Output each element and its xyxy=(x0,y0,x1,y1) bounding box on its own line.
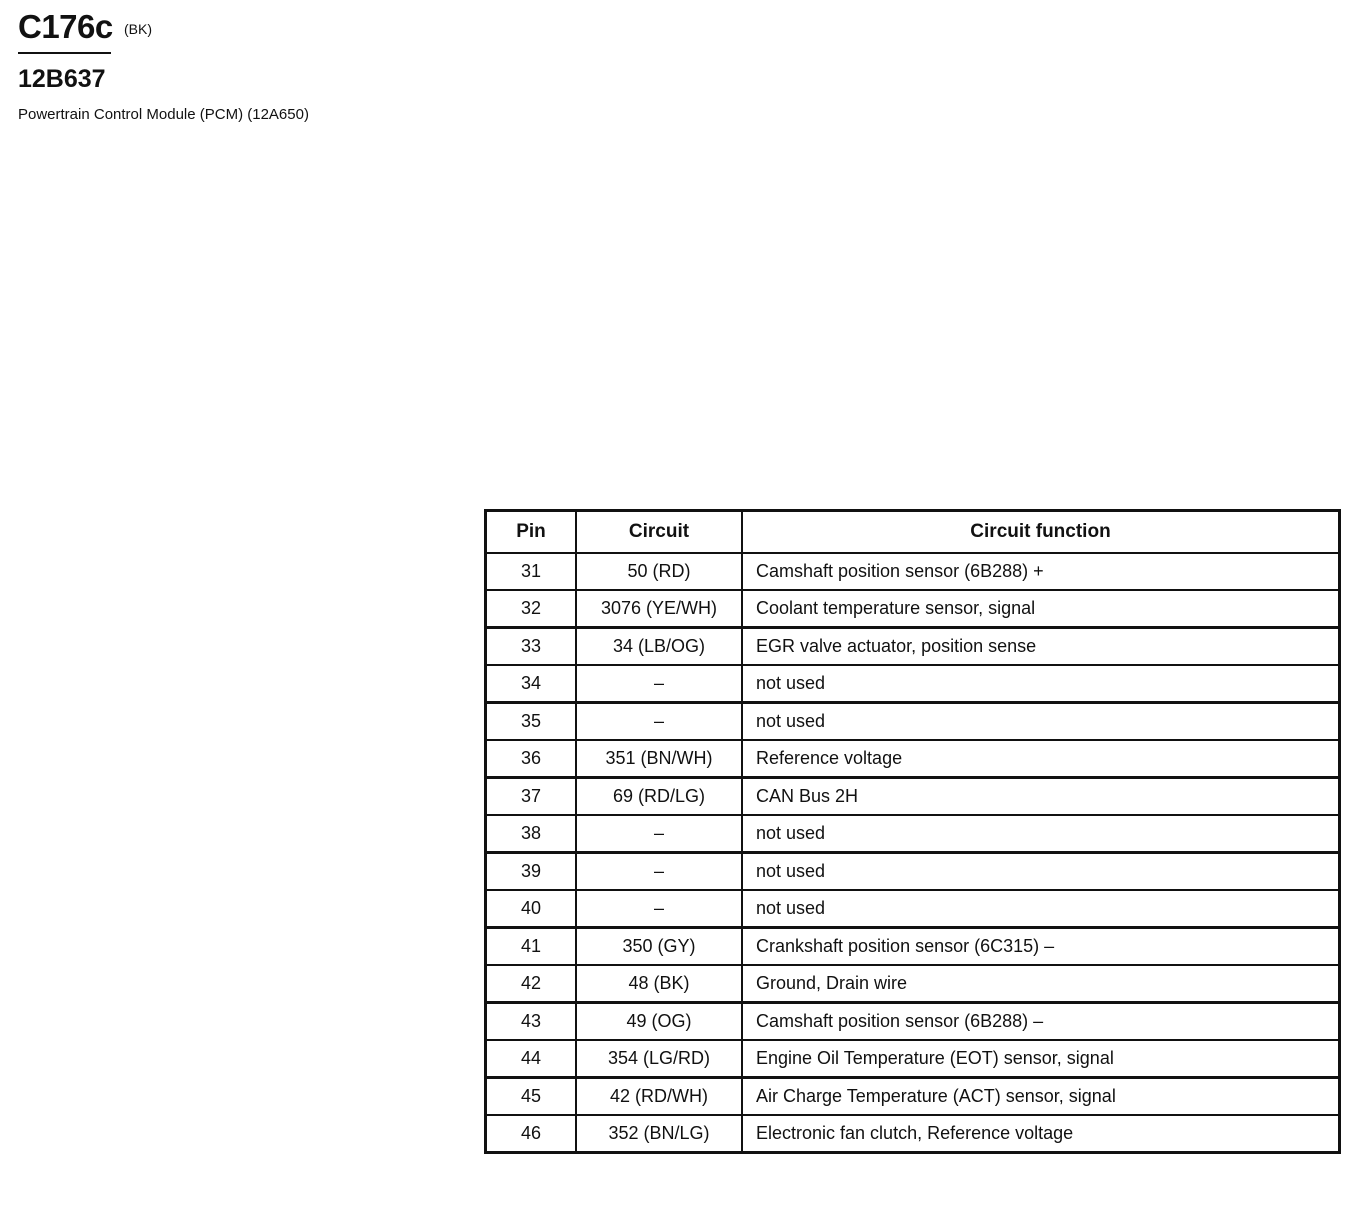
table-row xyxy=(486,590,1340,628)
circuit-cell: 354 (LG/RD) xyxy=(576,1040,742,1078)
function-cell: Coolant temperature sensor, signal xyxy=(742,590,1340,628)
table-row xyxy=(486,853,1340,891)
function-cell: Engine Oil Temperature (EOT) sensor, signal xyxy=(742,1040,1340,1078)
circuit-cell: – xyxy=(576,703,742,741)
scan-corner-mark xyxy=(1332,0,1348,4)
pin-cell: 33 xyxy=(486,628,577,666)
function-cell: CAN Bus 2H xyxy=(742,778,1340,816)
circuit-cell: 352 (BN/LG) xyxy=(576,1115,742,1153)
pin-cell: 32 xyxy=(486,590,577,628)
table-row xyxy=(486,778,1340,816)
circuit-cell: – xyxy=(576,890,742,928)
circuit-cell: – xyxy=(576,853,742,891)
connector-id xyxy=(18,8,152,54)
pin-cell: 39 xyxy=(486,853,577,891)
circuit-cell: – xyxy=(576,665,742,703)
pin-table xyxy=(484,509,1341,1154)
table-row xyxy=(486,740,1340,778)
circuit-cell: 49 (OG) xyxy=(576,1003,742,1041)
circuit-cell: 34 (LB/OG) xyxy=(576,628,742,666)
circuit-cell: 351 (BN/WH) xyxy=(576,740,742,778)
table-row xyxy=(486,553,1340,590)
column-header-pin: Pin xyxy=(486,511,577,554)
circuit-cell: 350 (GY) xyxy=(576,928,742,966)
function-cell: not used xyxy=(742,703,1340,741)
circuit-cell: 48 (BK) xyxy=(576,965,742,1003)
table-row xyxy=(486,1003,1340,1041)
table-row xyxy=(486,1115,1340,1153)
table-row xyxy=(486,890,1340,928)
module-name: Powertrain Control Module (PCM) (12A650) xyxy=(18,106,309,123)
function-cell: Reference voltage xyxy=(742,740,1340,778)
connector-id-text: C176c xyxy=(18,8,113,45)
function-cell: Electronic fan clutch, Reference voltage xyxy=(742,1115,1340,1153)
pin-cell: 41 xyxy=(486,928,577,966)
function-cell: not used xyxy=(742,853,1340,891)
pin-cell: 40 xyxy=(486,890,577,928)
circuit-cell: 42 (RD/WH) xyxy=(576,1078,742,1116)
pin-cell: 38 xyxy=(486,815,577,853)
function-cell: Camshaft position sensor (6B288) + xyxy=(742,553,1340,590)
table-row xyxy=(486,665,1340,703)
table-body xyxy=(486,553,1340,1153)
pin-cell: 43 xyxy=(486,1003,577,1041)
function-cell: Camshaft position sensor (6B288) – xyxy=(742,1003,1340,1041)
pin-cell: 45 xyxy=(486,1078,577,1116)
pin-cell: 35 xyxy=(486,703,577,741)
function-cell: EGR valve actuator, position sense xyxy=(742,628,1340,666)
pin-cell: 44 xyxy=(486,1040,577,1078)
circuit-cell: 50 (RD) xyxy=(576,553,742,590)
table-row xyxy=(486,965,1340,1003)
connector-color: (BK) xyxy=(124,21,152,37)
pin-cell: 34 xyxy=(486,665,577,703)
table-header-row xyxy=(486,511,1340,554)
table-row xyxy=(486,1078,1340,1116)
pin-cell: 36 xyxy=(486,740,577,778)
function-cell: not used xyxy=(742,815,1340,853)
table-row xyxy=(486,703,1340,741)
part-number: 12B637 xyxy=(18,65,106,93)
table-row xyxy=(486,628,1340,666)
pin-cell: 42 xyxy=(486,965,577,1003)
circuit-cell: – xyxy=(576,815,742,853)
function-cell: not used xyxy=(742,665,1340,703)
function-cell: not used xyxy=(742,890,1340,928)
table-row xyxy=(486,815,1340,853)
function-cell: Air Charge Temperature (ACT) sensor, signal xyxy=(742,1078,1340,1116)
pin-cell: 31 xyxy=(486,553,577,590)
connector-header xyxy=(18,8,309,124)
circuit-cell: 3076 (YE/WH) xyxy=(576,590,742,628)
circuit-cell: 69 (RD/LG) xyxy=(576,778,742,816)
function-cell: Ground, Drain wire xyxy=(742,965,1340,1003)
table-row xyxy=(486,1040,1340,1078)
column-header-function: Circuit function xyxy=(742,511,1340,554)
pin-cell: 46 xyxy=(486,1115,577,1153)
function-cell: Crankshaft position sensor (6C315) – xyxy=(742,928,1340,966)
pin-cell: 37 xyxy=(486,778,577,816)
table-row xyxy=(486,928,1340,966)
column-header-circuit: Circuit xyxy=(576,511,742,554)
